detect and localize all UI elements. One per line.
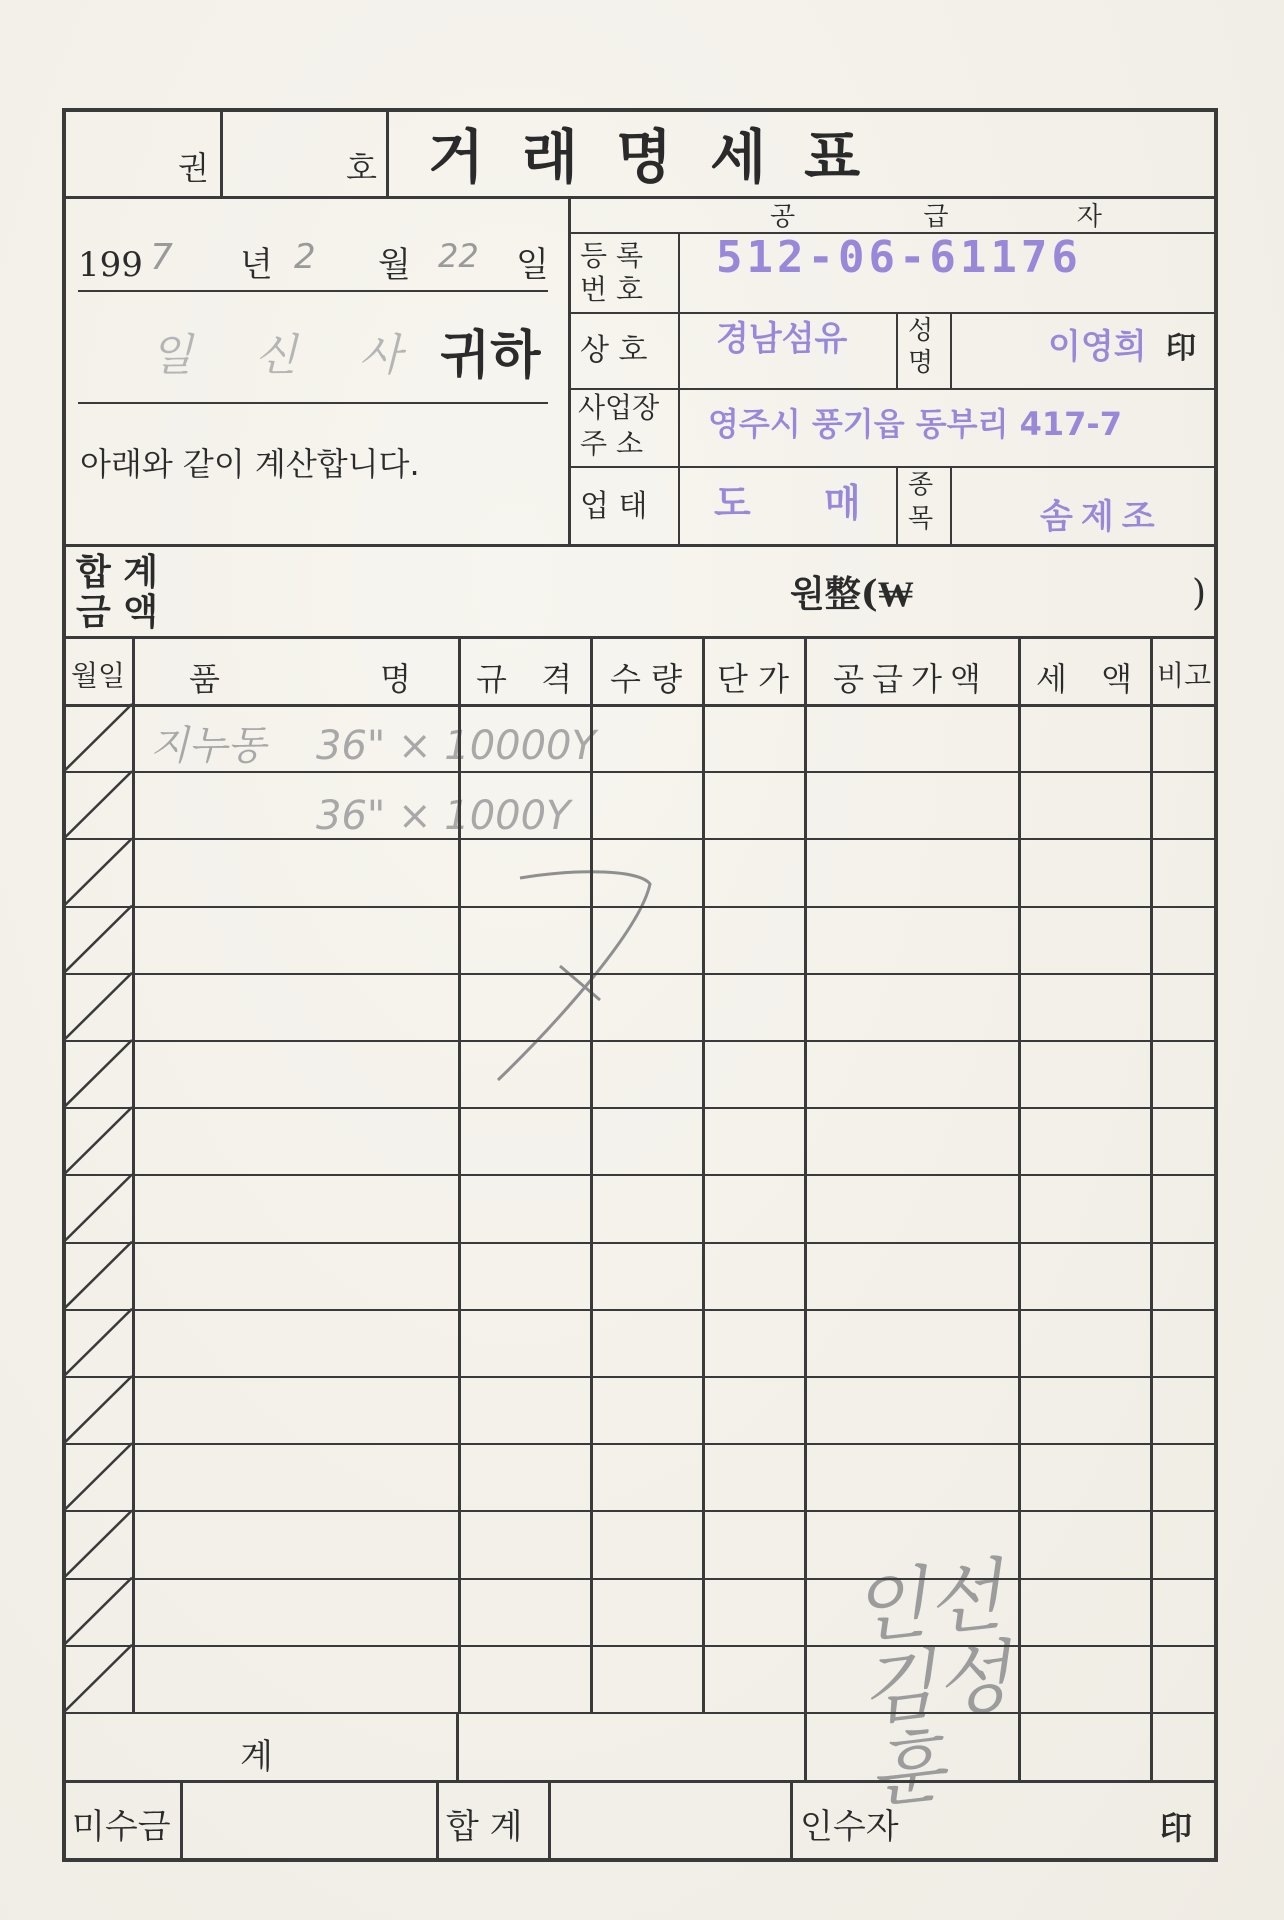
reg-label-2: 번 호 xyxy=(580,273,643,306)
won-close: ) xyxy=(1192,573,1207,614)
date-slash xyxy=(64,1309,132,1376)
date-prefix: 199 xyxy=(78,245,143,285)
receiver-signature: 인선 김성훈 xyxy=(847,1550,1016,1819)
total-amount-label-1: 합 계 xyxy=(76,551,159,593)
date-slash xyxy=(64,1510,132,1577)
address-label-1: 사업장 xyxy=(578,391,660,424)
date-slash xyxy=(64,1174,132,1241)
supplier-header: 공 급 자 xyxy=(770,202,1162,232)
reg-number: 512-06-61176 xyxy=(716,232,1082,283)
date-slash xyxy=(64,906,132,973)
date-slash xyxy=(64,1578,132,1645)
rep-label-2: 명 xyxy=(908,348,934,378)
recipient-suffix: 귀하 xyxy=(440,326,541,386)
col-header-spec: 규 격 xyxy=(476,660,572,698)
biz-type-label: 업 태 xyxy=(580,489,648,524)
rep-label-1: 성 xyxy=(908,316,934,346)
col-header-price: 단 가 xyxy=(717,660,789,698)
date-slash xyxy=(64,1242,132,1309)
book-label: 권 xyxy=(178,149,209,187)
receiver-label: 인수자 xyxy=(800,1807,899,1847)
col-header-supply: 공급가액 xyxy=(833,660,989,698)
date-slash xyxy=(64,973,132,1040)
col-header-date: 월일 xyxy=(70,659,126,692)
date-slash xyxy=(64,838,132,905)
date-slash xyxy=(64,771,132,838)
total-amount-label-2: 금 액 xyxy=(76,591,159,633)
page-title: 거래명세표 xyxy=(428,123,899,191)
col-header-tax: 세 액 xyxy=(1036,660,1132,698)
biz-item-value: 솜제조 xyxy=(1040,497,1163,537)
address-value: 영주시 풍기읍 동부리 417-7 xyxy=(708,405,1122,443)
rep-seal: 印 xyxy=(1166,331,1196,366)
date-slash xyxy=(64,1443,132,1510)
date-month-hand: 2 xyxy=(294,237,316,277)
rep-name: 이영희 xyxy=(1048,327,1147,367)
row-1-spec: 36" × 10000Y xyxy=(316,723,596,769)
date-month-label: 월 xyxy=(378,245,411,285)
col-header-qty: 수 량 xyxy=(610,660,682,698)
row-2-spec: 36" × 1000Y xyxy=(316,793,571,839)
number-label: 호 xyxy=(346,149,377,187)
row-1-item: 지누동 xyxy=(150,723,266,769)
company-name: 경남섬유 xyxy=(716,319,848,359)
biz-type-value: 도 매 xyxy=(714,481,891,525)
unpaid-label: 미수금 xyxy=(72,1807,171,1847)
col-header-item: 품 명 xyxy=(189,660,411,698)
footer-total-label: 합 계 xyxy=(446,1807,523,1847)
date-slash xyxy=(64,704,132,771)
statement-text: 아래와 같이 계산합니다. xyxy=(80,445,420,483)
recipient-hand: 일 신 사 xyxy=(150,330,426,381)
won-label: 원整(₩ xyxy=(790,573,914,615)
date-year-hand: 7 xyxy=(150,237,173,278)
company-name-label: 상 호 xyxy=(580,333,648,368)
date-day-label: 일 xyxy=(516,245,549,285)
date-slash xyxy=(64,1645,132,1712)
biz-item-label-1: 종 xyxy=(908,470,934,500)
date-year-label: 년 xyxy=(240,245,273,285)
address-label-2: 주 소 xyxy=(580,427,643,460)
date-slash xyxy=(64,1040,132,1107)
reg-label-1: 등 록 xyxy=(580,239,643,272)
date-slash xyxy=(64,1376,132,1443)
date-slash xyxy=(64,1107,132,1174)
col-header-note: 비고 xyxy=(1156,659,1212,692)
date-day-hand: 22 xyxy=(438,237,479,275)
biz-item-label-2: 목 xyxy=(908,504,934,534)
receiver-seal: 印 xyxy=(1160,1809,1193,1847)
sum-label: 계 xyxy=(240,1737,273,1777)
